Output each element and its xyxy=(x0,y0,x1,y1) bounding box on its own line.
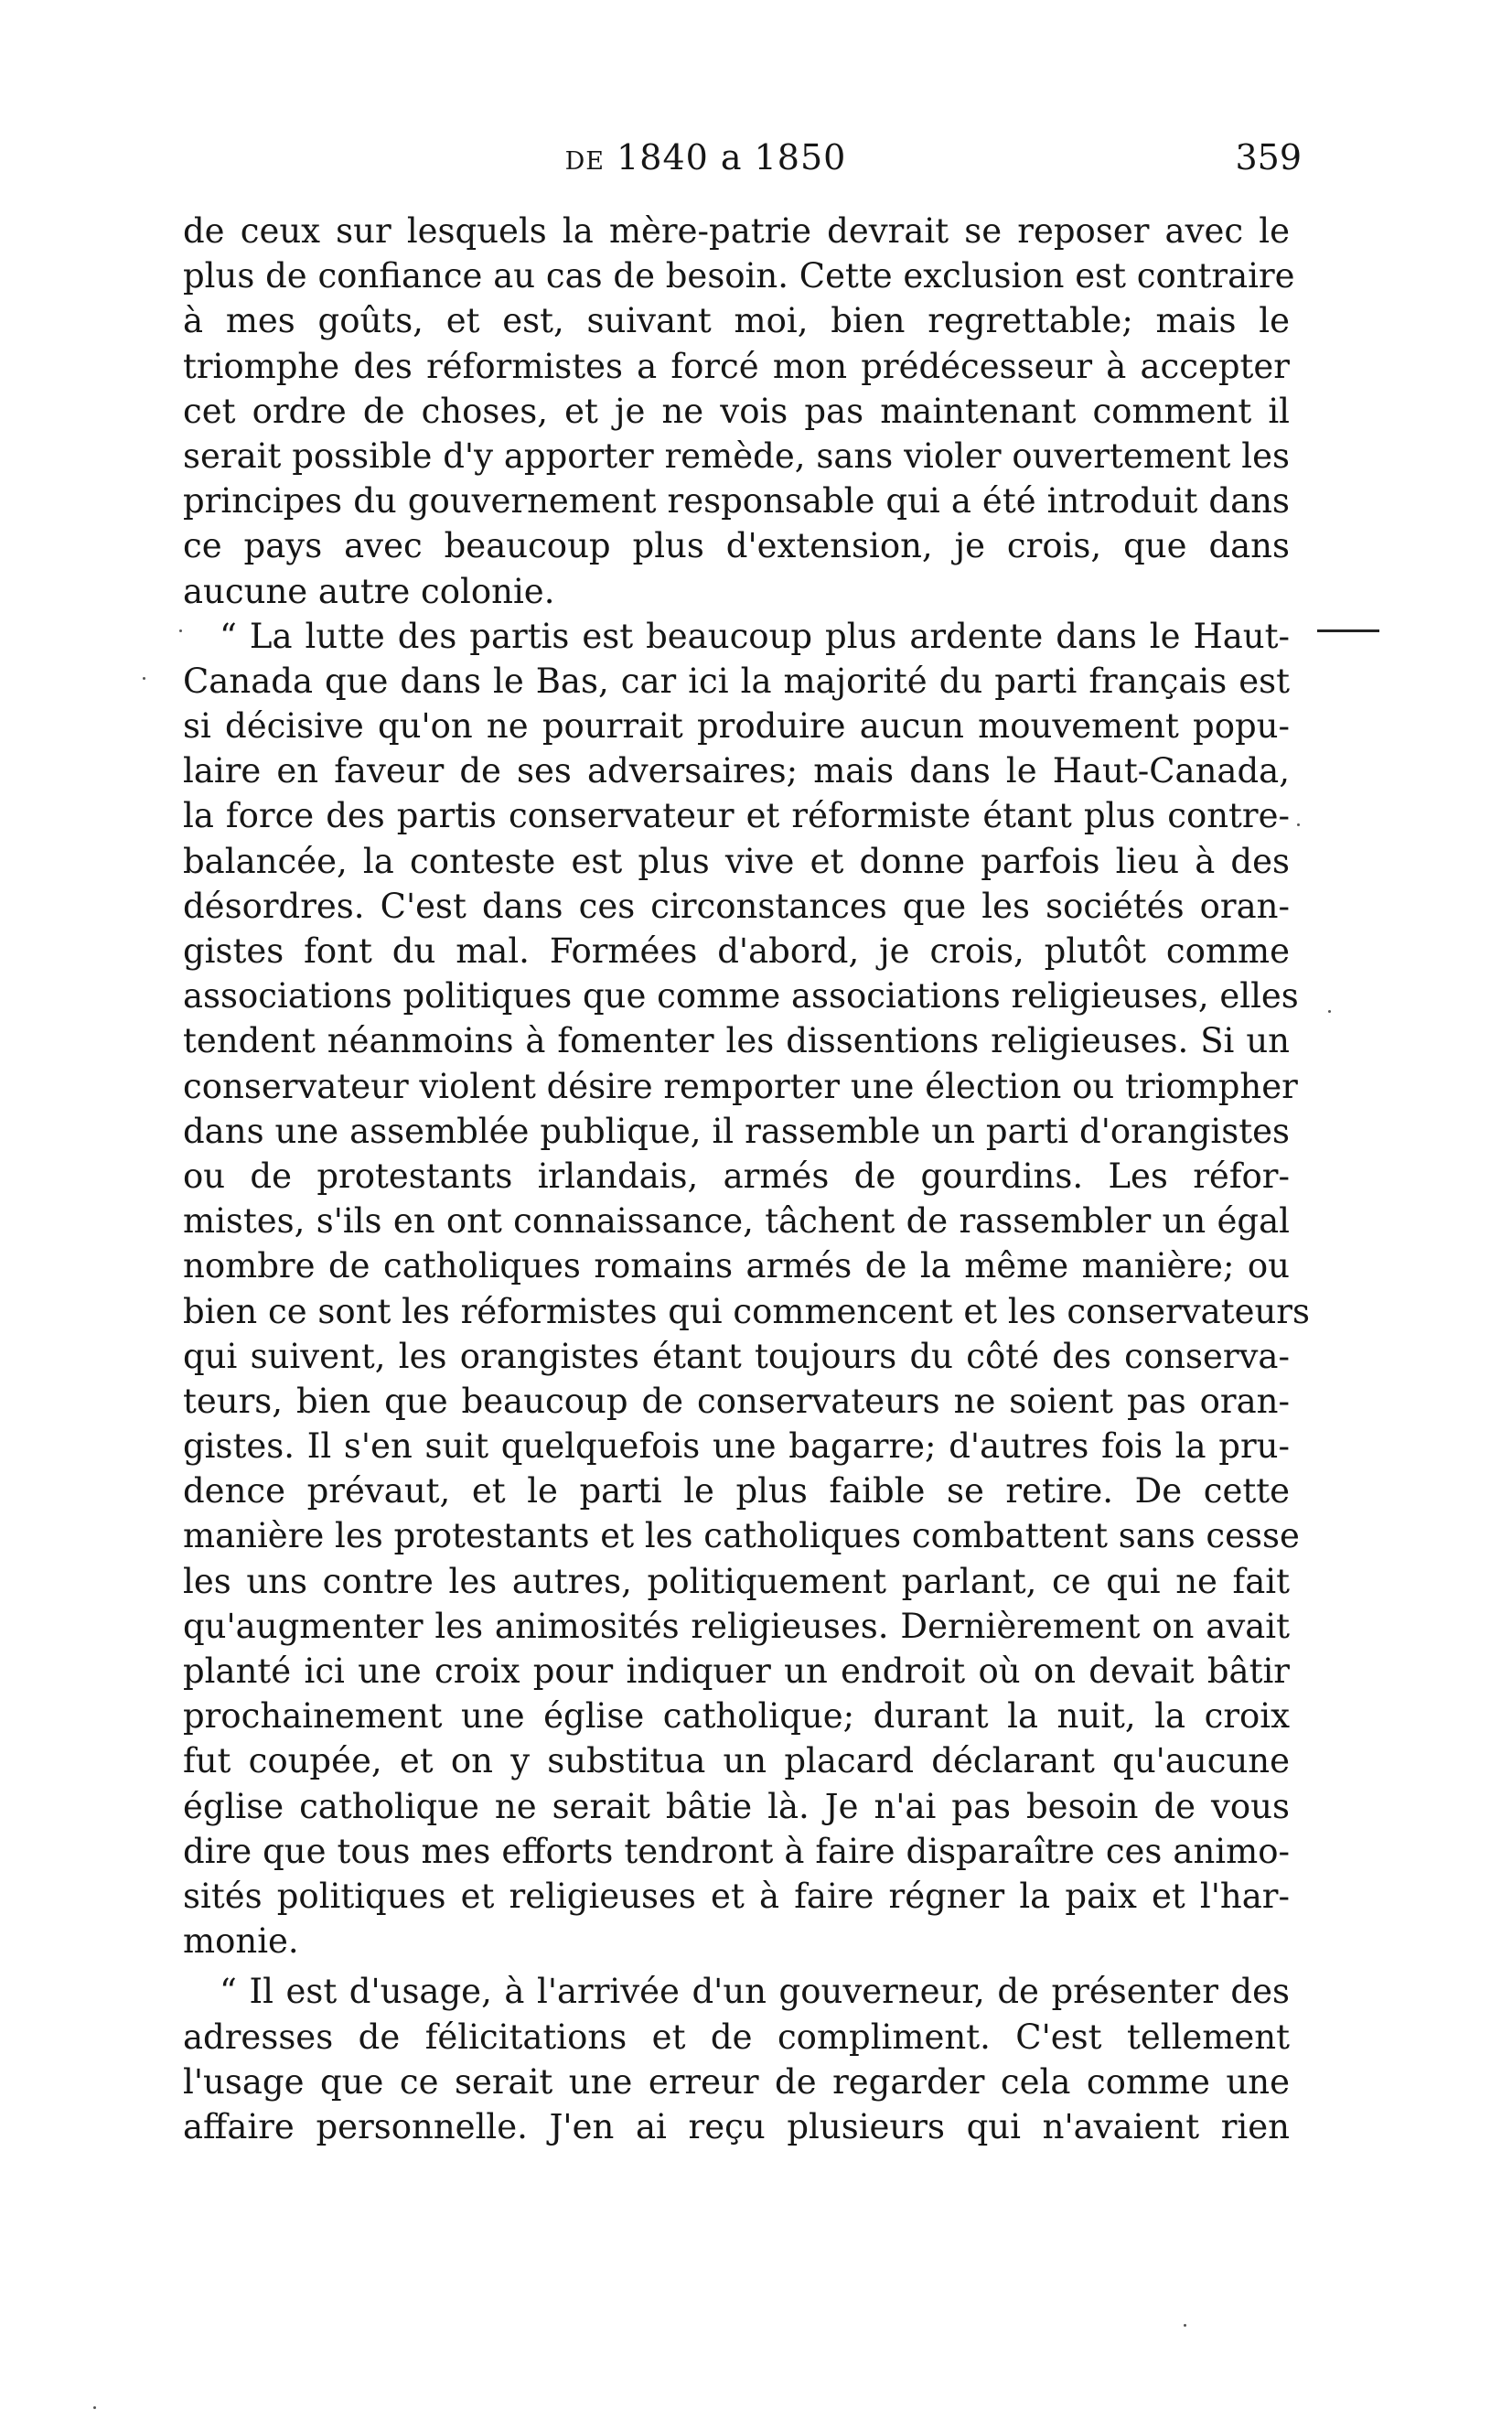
text-line: plus de confiance au cas de besoin. Cette exclusion est contraire xyxy=(183,256,1295,296)
text-line: sités politiques et religieuses et à faire régner la paix et l'har- xyxy=(183,1876,1290,1916)
text-line: église catholique ne serait bâtie là. Je n'ai pas besoin de vous xyxy=(183,1786,1290,1826)
paragraph-2 xyxy=(183,614,1310,1964)
text-line: désordres. C'est dans ces circonstances que les sociétés oran- xyxy=(183,886,1290,926)
text-line: laire en faveur de ses adversaires; mais dans le Haut-Canada, xyxy=(183,751,1290,791)
running-header-range: 1840 a 1850 xyxy=(617,137,847,177)
text-line: la force des partis conservateur et réformiste étant plus contre- xyxy=(183,796,1290,836)
text-line: “ Il est d'usage, à l'arrivée d'un gouverneur, de présenter des xyxy=(220,1972,1290,2012)
text-line: qui suivent, les orangistes étant toujours du côté des conserva- xyxy=(183,1336,1290,1376)
margin-speck xyxy=(1297,823,1300,826)
text-line: triomphe des réformistes a forcé mon prédécesseur à accepter xyxy=(183,346,1290,386)
text-line: teurs, bien que beaucoup de conservateurs ne soient pas oran- xyxy=(183,1381,1290,1421)
page-number: 359 xyxy=(1235,137,1302,177)
text-line: gistes. Il s'en suit quelquefois une bagarre; d'autres fois la pru- xyxy=(183,1426,1290,1467)
margin-speck xyxy=(93,2406,96,2409)
text-line: de ceux sur lesquels la mère-patrie devrait se reposer avec le xyxy=(183,211,1290,251)
text-line: qu'augmenter les animosités religieuses. Dernièrement on avait xyxy=(183,1606,1290,1646)
text-line: fut coupée, et on y substitua un placard déclarant qu'aucune xyxy=(183,1741,1290,1781)
text-line: principes du gouvernement responsable qui a été introduit dans xyxy=(183,481,1290,522)
paragraph-1 xyxy=(183,209,1295,614)
text-line: tendent néanmoins à fomenter les dissentions religieuses. Si un xyxy=(183,1021,1290,1061)
margin-speck xyxy=(179,629,182,632)
text-line: conservateur violent désire remporter une élection ou triompher xyxy=(183,1066,1298,1106)
text-line: si décisive qu'on ne pourrait produire aucun mouvement popu- xyxy=(183,706,1290,747)
margin-speck xyxy=(1328,1010,1331,1013)
margin-speck xyxy=(143,677,145,680)
text-line: manière les protestants et les catholiques combattent sans cesse xyxy=(183,1516,1300,1556)
text-line: affaire personnelle. J'en ai reçu plusieurs qui n'avaient rien xyxy=(183,2106,1290,2146)
text-line: “ La lutte des partis est beaucoup plus ardente dans le Haut- xyxy=(220,616,1290,656)
text-line: serait possible d'y apporter remède, sans violer ouvertement les xyxy=(183,436,1290,476)
text-line: ou de protestants irlandais, armés de gourdins. Les réfor- xyxy=(183,1156,1290,1196)
text-line: aucune autre colonie. xyxy=(183,571,555,611)
text-line: monie. xyxy=(183,1921,299,1962)
text-line: associations politiques que comme associations religieuses, elles xyxy=(183,976,1299,1017)
text-line: dire que tous mes efforts tendront à faire disparaître ces animo- xyxy=(183,1831,1290,1871)
text-line: les uns contre les autres, politiquement parlant, ce qui ne fait xyxy=(183,1561,1290,1601)
text-line: cet ordre de choses, et je ne vois pas maintenant comment il xyxy=(183,391,1290,431)
text-line: gistes font du mal. Formées d'abord, je crois, plutôt comme xyxy=(183,931,1290,971)
text-line: Canada que dans le Bas, car ici la majorité du parti français est xyxy=(183,661,1290,701)
text-line: à mes goûts, et est, suivant moi, bien regrettable; mais le xyxy=(183,301,1290,341)
text-line: l'usage que ce serait une erreur de regarder cela comme une xyxy=(183,2061,1290,2102)
text-line: bien ce sont les réformistes qui commencent et les conservateurs xyxy=(183,1291,1310,1331)
text-line: mistes, s'ils en ont connaissance, tâchent de rassembler un égal xyxy=(183,1201,1290,1242)
text-line: ce pays avec beaucoup plus d'extension, je crois, que dans xyxy=(183,526,1290,566)
running-header-prefix: de xyxy=(564,137,606,177)
margin-speck xyxy=(1184,2324,1186,2327)
text-line: dence prévaut, et le parti le plus faible se retire. De cette xyxy=(183,1471,1290,1511)
margin-rule xyxy=(1317,629,1379,632)
text-line: planté ici une croix pour indiquer un endroit où on devait bâtir xyxy=(183,1651,1290,1691)
text-line: prochainement une église catholique; durant la nuit, la croix xyxy=(183,1696,1290,1737)
text-line: nombre de catholiques romains armés de la même manière; ou xyxy=(183,1246,1290,1286)
paragraph-3 xyxy=(183,1969,1290,2149)
text-line: balancée, la conteste est plus vive et donne parfois lieu à des xyxy=(183,841,1290,881)
body-text xyxy=(183,209,1310,2149)
text-line: dans une assemblée publique, il rassemble un parti d'orangistes xyxy=(183,1111,1290,1151)
text-line: adresses de félicitations et de compliment. C'est tellement xyxy=(183,2017,1290,2057)
